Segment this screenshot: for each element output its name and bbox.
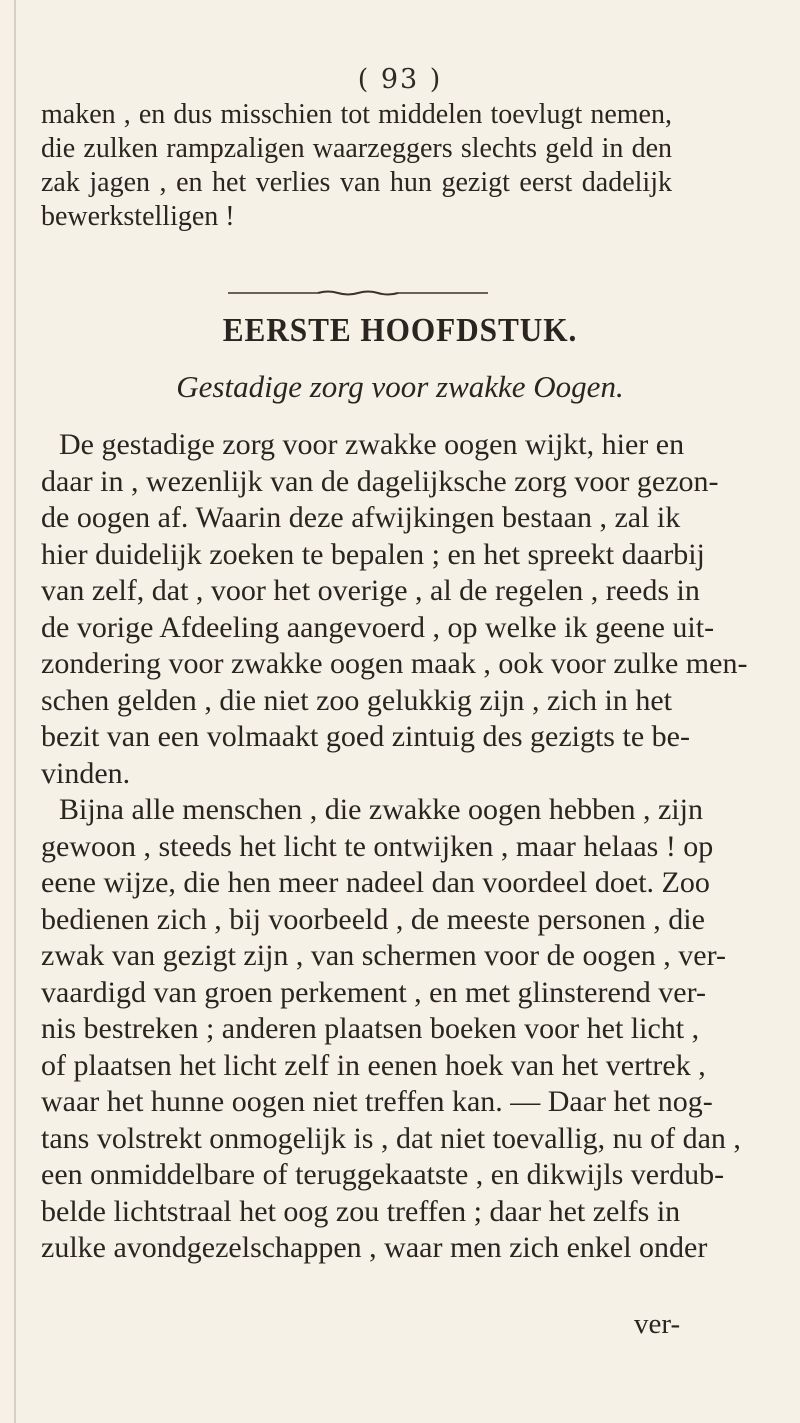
intro-paragraph bbox=[41, 98, 672, 234]
text-line: De gestadige zorg voor zwakke oogen wijkt, hier en bbox=[59, 428, 685, 461]
text-line: eene wijze, die hen meer nadeel dan voordeel doet. Zoo bbox=[41, 866, 710, 899]
text-line: nis bestreken ; anderen plaatsen boeken voor het licht , bbox=[41, 1012, 700, 1045]
text-line: de vorige Afdeeling aangevoerd , op welke ik geene uit- bbox=[41, 610, 715, 644]
catchword: ver- bbox=[634, 1308, 681, 1340]
text-line: daar in , wezenlijk van de dagelijksche zorg voor gezon- bbox=[41, 464, 719, 498]
text-line: gewoon , steeds het licht te ontwijken , maar helaas ! op bbox=[41, 829, 714, 863]
body-text bbox=[41, 427, 748, 1267]
text-line: zwak van gezigt zijn , van schermen voor de oogen , ver- bbox=[41, 939, 726, 972]
text-line: een onmiddelbare of teruggekaatste , en dikwijls verdub- bbox=[41, 1158, 725, 1191]
text-line: tans volstrekt onmogelijk is , dat niet toevallig, nu of dan , bbox=[41, 1121, 741, 1155]
text-line: vaardigd van groen perkement , en met glinsterend ver- bbox=[41, 975, 706, 1009]
text-line: maken , en dus misschien tot middelen toevlugt nemen, bbox=[41, 99, 672, 130]
text-line: waar het hunne oogen niet treffen kan. — Daar het nog- bbox=[41, 1085, 713, 1118]
text-line: zulke avondgezelschappen , waar men zich enkel onder bbox=[41, 1231, 708, 1264]
page-number: ( 93 ) bbox=[357, 64, 443, 95]
text-line: of plaatsen het licht zelf in eenen hoek van het vertrek , bbox=[41, 1048, 706, 1082]
text-line: belde lichtstraal het oog zou treffen ; daar het zelfs in bbox=[41, 1194, 681, 1228]
ornamental-rule bbox=[228, 290, 488, 296]
text-line: zak jagen , en het verlies van hun gezigt eerst dadelijk bbox=[41, 167, 672, 198]
text-line: hier duidelijk zoeken te bepalen ; en het spreekt daarbij bbox=[41, 537, 705, 571]
chapter-subtitle: Gestadige zorg voor zwakke Oogen. bbox=[176, 369, 624, 404]
text-line: bezit van een volmaakt goed zintuig des gezigts te be- bbox=[41, 720, 690, 753]
text-line: Bijna alle menschen , die zwakke oogen hebben , zijn bbox=[59, 793, 703, 826]
text-line: vinden. bbox=[41, 756, 131, 790]
text-line: van zelf, dat , voor het overige , al de regelen , reeds in bbox=[41, 574, 700, 607]
text-line: die zulken rampzaligen waarzeggers slechts geld in den bbox=[41, 133, 672, 164]
text-line: zondering voor zwakke oogen maak , ook voor zulke men- bbox=[41, 647, 748, 680]
page-edge bbox=[14, 0, 16, 1423]
text-line: bedienen zich , bij voorbeeld , de meeste personen , die bbox=[41, 902, 705, 936]
text-line: bewerkstelligen ! bbox=[41, 201, 235, 232]
text-line: de oogen af. Waarin deze afwijkingen bestaan , zal ik bbox=[41, 501, 681, 534]
text-line: schen gelden , die niet zoo gelukkig zijn , zich in het bbox=[41, 683, 672, 717]
chapter-title: EERSTE HOOFDSTUK. bbox=[222, 312, 578, 349]
